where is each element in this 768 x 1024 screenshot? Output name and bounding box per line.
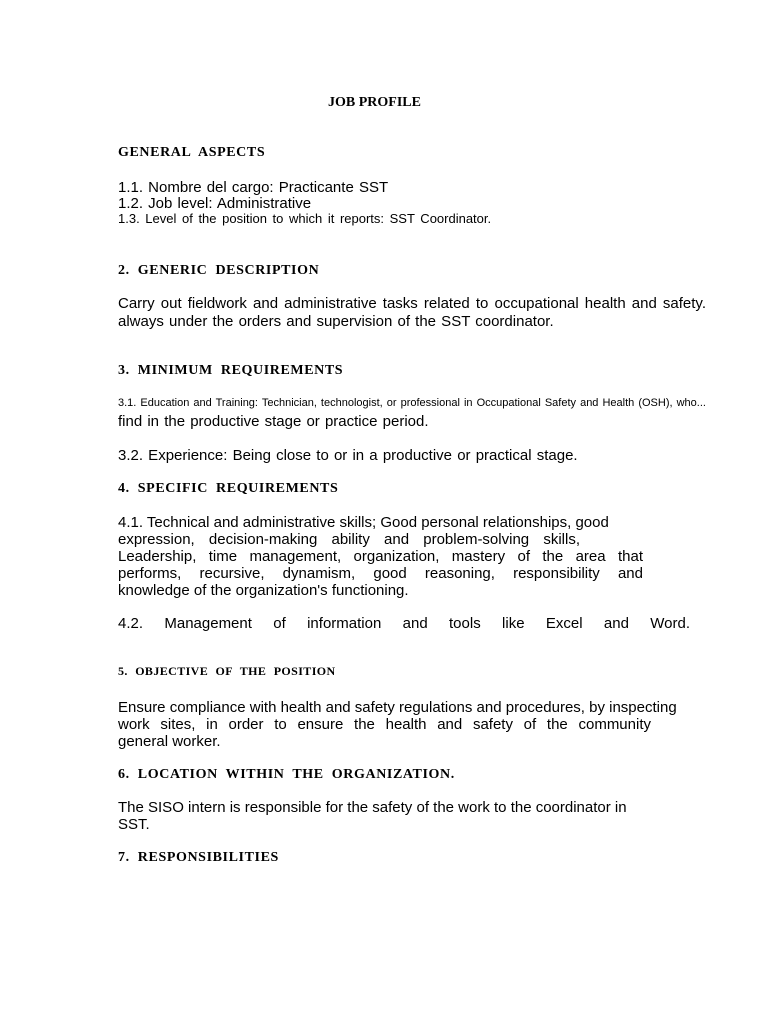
section-heading-location: 6. LOCATION WITHIN THE ORGANIZATION. [118,767,455,782]
location-paragraph [118,799,678,833]
tools-paragraph [118,615,690,632]
general-item-2: 1.2. Job level: Administrative [118,195,312,212]
section-heading-responsibilities: 7. RESPONSIBILITIES [118,850,279,865]
skills-line: performs, recursive, dynamism, good reasoning, responsibility and [118,565,643,582]
generic-line-2: always under the orders and supervision of the SST coordinator. [118,313,554,330]
section-heading-objective: 5. OBJECTIVE OF THE POSITION [118,664,336,678]
skills-line: expression, decision-making ability and problem-solving skills, [118,531,580,548]
skills-line: knowledge of the organization's functioning. [118,582,409,599]
skills-line: Leadership, time management, organization, mastery of the area that [118,548,643,565]
skills-paragraph [118,514,643,599]
generic-paragraph [118,295,706,312]
location-line: The SISO intern is responsible for the safety of the work to the coordinator in [118,799,627,816]
generic-line-1: Carry out fieldwork and administrative tasks related to occupational health and safety. [118,295,706,312]
skills-line: 4.1. Technical and administrative skills; Good personal relationships, good [118,514,609,531]
tools-line: 4.2. Management of information and tools like Excel and Word. [118,615,690,632]
objective-paragraph [118,699,688,750]
section-heading-minimum: 3. MINIMUM REQUIREMENTS [118,363,344,378]
general-item-1: 1.1. Nombre del cargo: Practicante SST [118,179,389,196]
objective-line: Ensure compliance with health and safety regulations and procedures, by inspecting [118,699,677,716]
location-line: SST. [118,816,150,833]
section-heading-specific: 4. SPECIFIC REQUIREMENTS [118,481,339,496]
education-line-1: 3.1. Education and Training: Technician, technologist, or professional in Occupational Safety and Health (OSH), who... [118,397,706,409]
objective-line: work sites, in order to ensure the health and safety of the community [118,716,651,733]
education-line-2: find in the productive stage or practice period. [118,413,429,430]
objective-line: general worker. [118,733,221,750]
section-heading-generic: 2. GENERIC DESCRIPTION [118,263,320,278]
experience-line: 3.2. Experience: Being close to or in a productive or practical stage. [118,447,578,464]
section-heading-general: GENERAL ASPECTS [118,145,266,160]
page-title: JOB PROFILE [328,95,421,110]
general-item-3: 1.3. Level of the position to which it reports: SST Coordinator. [118,211,492,226]
